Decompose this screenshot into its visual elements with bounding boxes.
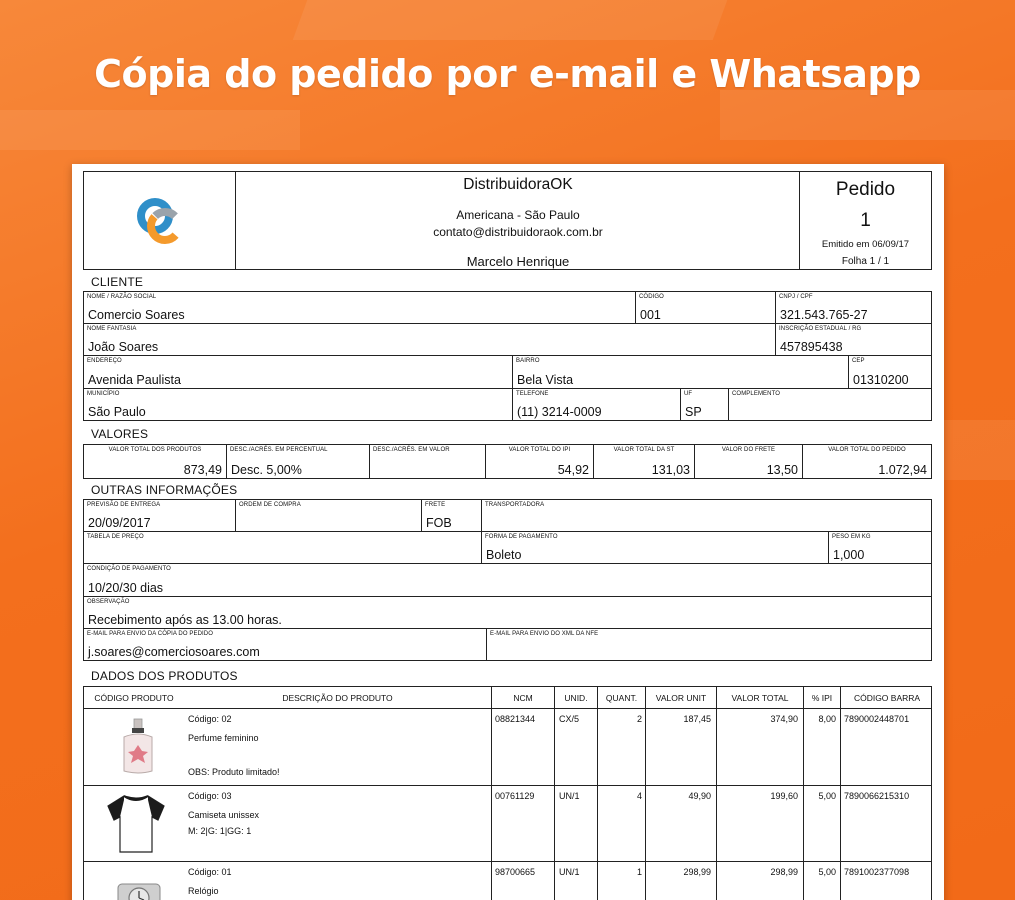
col-header-unit: UNID.	[555, 687, 598, 709]
product-description: Relógio	[188, 886, 219, 896]
carrier-field: TRANSPORTADORA	[481, 499, 932, 532]
payment-condition-field: CONDIÇÃO DE PAGAMENTO 10/20/30 dias	[83, 563, 932, 597]
col-header-unit-price: VALOR UNIT	[646, 687, 717, 709]
order-total-field: VALOR TOTAL DO PEDIDO 1.072,94	[802, 444, 932, 479]
values-section-title: VALORES	[91, 427, 149, 441]
client-uf: SP	[685, 405, 702, 419]
email-copy-field: E-MAIL PARA ENVIO DA CÓPIA DO PEDIDO j.soares@comerciosoares.com	[83, 628, 487, 661]
values-section	[83, 444, 932, 479]
payment-method-field: FORMA DE PAGAMENTO Boleto	[481, 531, 829, 564]
notes-field: OBSERVAÇÃO Recebimento após as 13.00 horas.	[83, 596, 932, 629]
product-description: Perfume feminino	[188, 733, 259, 743]
watch-icon	[114, 874, 164, 900]
product-ncm: 98700665	[495, 867, 536, 877]
company-info	[237, 172, 799, 269]
weight: 1,000	[833, 548, 865, 562]
product-ipi: 5,00	[818, 791, 836, 801]
product-total: 374,90	[770, 714, 798, 724]
st-total-field: VALOR TOTAL DA ST 131,03	[593, 444, 695, 479]
product-unit: UN/1	[559, 791, 580, 801]
col-header-qty: QUANT.	[598, 687, 646, 709]
client-district: Bela Vista	[517, 373, 574, 387]
col-header-total: VALOR TOTAL	[717, 687, 804, 709]
product-code: Código: 03	[188, 791, 232, 801]
background-stripe	[293, 0, 728, 40]
table-row[interactable]	[84, 709, 931, 786]
client-ie: 457895438	[780, 340, 843, 354]
col-header-barcode: CÓDIGO BARRA	[853, 693, 921, 703]
perfume-icon	[118, 717, 158, 777]
client-city-field: MUNICÍPIO São Paulo	[83, 388, 513, 421]
client-section	[83, 291, 932, 423]
st-total: 131,03	[651, 463, 690, 477]
product-barcode: 7891002377098	[844, 867, 910, 877]
order-sheet: Folha 1 / 1	[841, 256, 890, 267]
product-ipi: 8,00	[818, 714, 836, 724]
client-doc: 321.543.765-27	[780, 308, 868, 322]
client-phone: (11) 3214-0009	[517, 405, 602, 419]
product-code: Código: 01	[188, 867, 232, 877]
product-total: 199,60	[770, 791, 798, 801]
product-unit: UN/1	[559, 867, 580, 877]
client-uf-field: UF SP	[680, 388, 729, 421]
product-total: 298,99	[770, 867, 798, 877]
order-issued: Emitido em 06/09/17	[821, 239, 910, 250]
product-qty: 4	[636, 791, 642, 801]
delivery-date-field: PREVISÃO DE ENTREGA 20/09/2017	[83, 499, 236, 532]
headline: Cópia do pedido por e-mail e Whatsapp	[94, 52, 921, 96]
order-info	[799, 172, 931, 269]
client-name: Comercio Soares	[88, 308, 185, 322]
product-ipi: 5,00	[818, 867, 836, 877]
order-document	[72, 164, 944, 900]
freight-value: 13,50	[766, 463, 798, 477]
client-ie-field: INSCRIÇÃO ESTADUAL / RG 457895438	[775, 323, 932, 356]
payment-condition: 10/20/30 dias	[88, 581, 164, 595]
background-stripe	[940, 420, 1015, 480]
notes: Recebimento após as 13.00 horas.	[88, 613, 282, 627]
product-qty: 1	[636, 867, 642, 877]
other-section	[83, 499, 932, 665]
col-header-ipi: % IPI	[804, 687, 841, 709]
client-code-field: CÓDIGO 001	[635, 291, 776, 324]
product-ncm: 00761129	[495, 791, 535, 801]
product-qty: 2	[636, 714, 642, 724]
tshirt-icon	[106, 792, 166, 854]
client-zip-field: CEP 01310200	[848, 355, 932, 389]
client-complement-field: COMPLEMENTO	[728, 388, 932, 421]
company-name: DistribuidoraOK	[463, 176, 573, 193]
products-total: 873,49	[183, 463, 222, 477]
logo-area	[84, 172, 236, 269]
product-extra: M: 2|G: 1|GG: 1	[188, 826, 252, 836]
background-stripe	[720, 90, 1015, 140]
background-stripe	[0, 110, 300, 150]
client-fantasy: João Soares	[88, 340, 159, 354]
other-section-title: OUTRAS INFORMAÇÕES	[91, 483, 238, 497]
payment-method: Boleto	[486, 548, 522, 562]
ipi-total: 54,92	[557, 463, 589, 477]
client-name-field: NOME / RAZÃO SOCIAL Comercio Soares	[83, 291, 636, 324]
freight-type-field: FRETE FOB	[421, 499, 482, 532]
products-table	[83, 686, 932, 900]
email-xml-field: E-MAIL PARA ENVIO DO XML DA NFE	[486, 628, 932, 661]
table-row[interactable]	[84, 862, 931, 900]
document-header	[83, 171, 932, 270]
client-doc-field: CNPJ / CPF 321.543.765-27	[775, 291, 932, 324]
product-code: Código: 02	[188, 714, 232, 724]
freight-value-field: VALOR DO FRETE 13,50	[694, 444, 803, 479]
client-section-title: CLIENTE	[91, 275, 144, 289]
client-code: 001	[640, 308, 661, 322]
order-total: 1.072,94	[878, 463, 927, 477]
product-unit: CX/5	[559, 714, 580, 724]
client-phone-field: TELEFONE (11) 3214-0009	[512, 388, 681, 421]
table-row[interactable]	[84, 786, 931, 862]
order-number: 1	[860, 210, 871, 231]
client-city: São Paulo	[88, 405, 146, 419]
order-title: Pedido	[835, 179, 896, 200]
product-barcode: 7890066215310	[844, 791, 910, 801]
discount-percent: Desc. 5,00%	[231, 463, 302, 477]
client-address: Avenida Paulista	[88, 373, 181, 387]
email-copy: j.soares@comerciosoares.com	[88, 645, 260, 659]
product-barcode: 7890002448701	[844, 714, 910, 724]
weight-field: PESO EM KG 1,000	[828, 531, 932, 564]
col-header-description: DESCRIÇÃO DO PRODUTO	[184, 687, 492, 709]
purchase-order-field: ORDEM DE COMPRA	[235, 499, 422, 532]
company-email: contato@distribuidoraok.com.br	[433, 225, 603, 239]
company-logo-icon	[135, 196, 185, 246]
ipi-total-field: VALOR TOTAL DO IPI 54,92	[485, 444, 594, 479]
products-table-header	[84, 687, 931, 709]
col-header-code: CÓDIGO PRODUTO	[94, 693, 174, 703]
price-table-field: TABELA DE PREÇO	[83, 531, 482, 564]
discount-value-field: DESC./ACRÉS. EM VALOR	[369, 444, 486, 479]
products-section-title: DADOS DOS PRODUTOS	[91, 669, 238, 683]
client-district-field: BAIRRO Bela Vista	[512, 355, 849, 389]
product-extra: OBS: Produto limitado!	[188, 767, 280, 777]
delivery-date: 20/09/2017	[88, 516, 151, 530]
product-ncm: 08821344	[495, 714, 536, 724]
col-header-ncm: NCM	[492, 687, 555, 709]
freight-type: FOB	[426, 516, 452, 530]
seller-name: Marcelo Henrique	[466, 254, 570, 269]
client-zip: 01310200	[853, 373, 909, 387]
product-description: Camiseta unissex	[188, 810, 260, 820]
product-unit-price: 298,99	[683, 867, 711, 877]
discount-percent-field: DESC./ACRÉS. EM PERCENTUAL Desc. 5,00%	[226, 444, 370, 479]
client-address-field: ENDEREÇO Avenida Paulista	[83, 355, 513, 389]
client-fantasy-field: NOME FANTASIA João Soares	[83, 323, 776, 356]
product-unit-price: 187,45	[683, 714, 711, 724]
products-total-field: VALOR TOTAL DOS PRODUTOS 873,49	[83, 444, 227, 479]
product-unit-price: 49,90	[688, 791, 711, 801]
company-city: Americana - São Paulo	[456, 208, 580, 222]
